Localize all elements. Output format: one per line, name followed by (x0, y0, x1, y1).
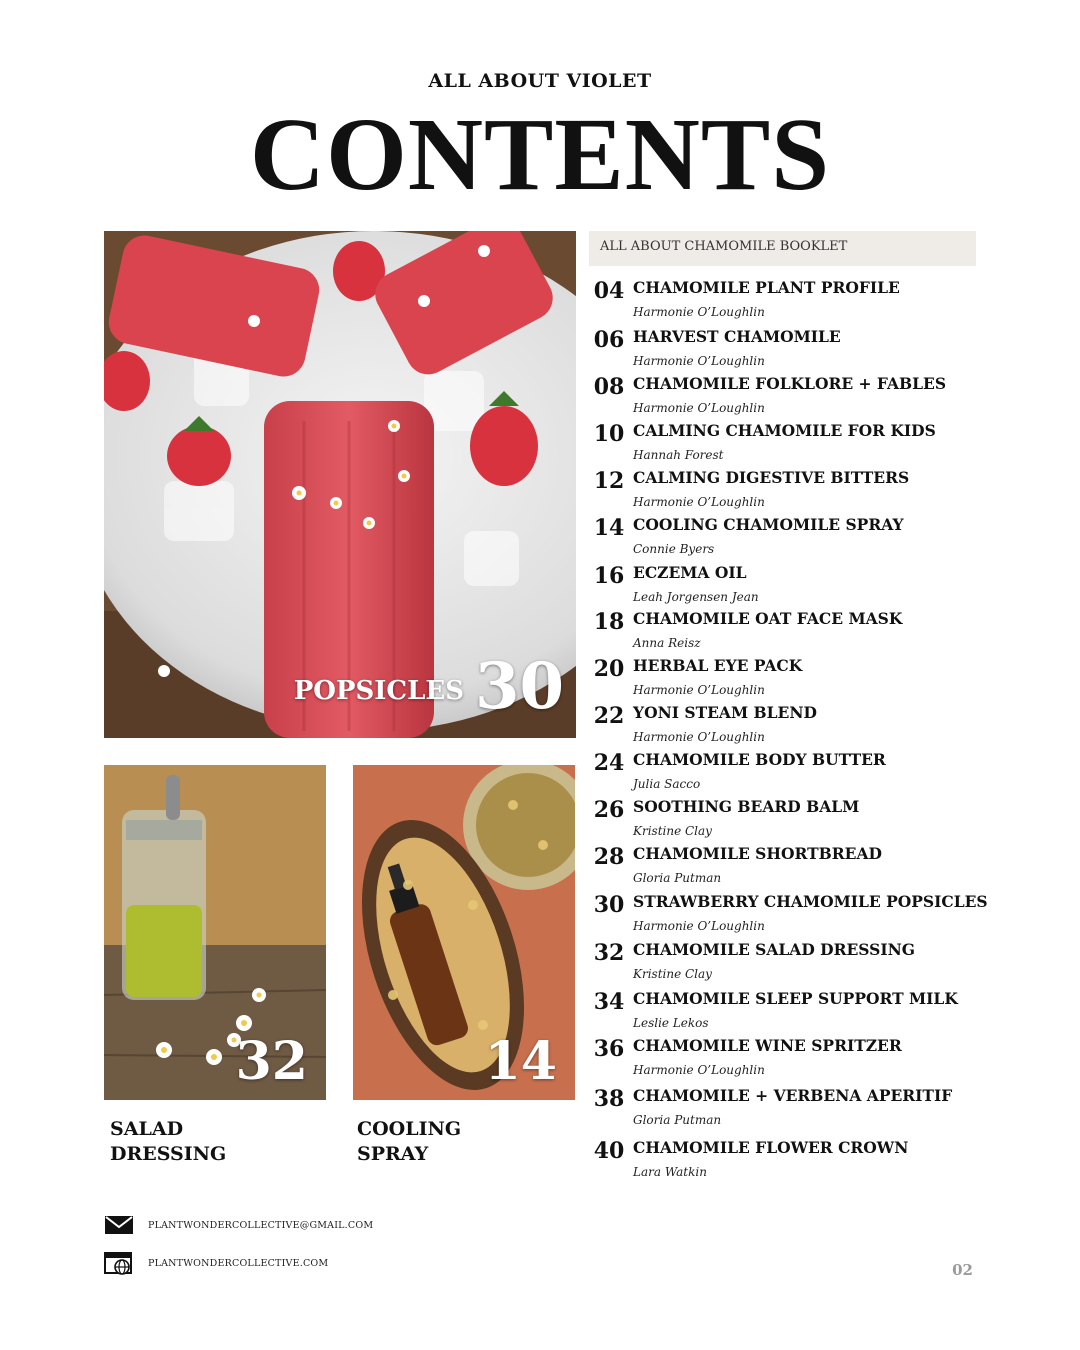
toc-page-number: 18 (593, 609, 625, 635)
email-contact[interactable] (104, 1214, 373, 1236)
toc-author: Leah Jorgensen Jean (633, 590, 759, 604)
toc-title: CHAMOMILE FOLKLORE + FABLES (633, 374, 947, 393)
toc-title: YONI STEAM BLEND (633, 703, 817, 722)
toc-page-number: 32 (593, 940, 625, 966)
toc-page-number: 16 (593, 563, 625, 589)
toc-entry[interactable] (589, 272, 989, 320)
toc-author: Harmonie O’Loughlin (633, 730, 765, 744)
toc-title: CHAMOMILE WINE SPRITZER (633, 1036, 902, 1055)
toc-title: HARVEST CHAMOMILE (633, 327, 841, 346)
cooling-spray-photo[interactable] (353, 765, 575, 1100)
toc-page-number: 08 (593, 374, 625, 400)
toc-page-number: 38 (593, 1086, 625, 1112)
envelope-icon (104, 1214, 134, 1236)
toc-page-number: 36 (593, 1036, 625, 1062)
toc-entry[interactable] (589, 415, 989, 463)
toc-author: Anna Reisz (633, 636, 701, 650)
spray-caption-line1: COOLING (357, 1118, 462, 1140)
globe-browser-icon (104, 1252, 134, 1274)
toc-author: Harmonie O’Loughlin (633, 401, 765, 415)
toc-author: Kristine Clay (633, 967, 712, 981)
website-url[interactable]: PLANTWONDERCOLLECTIVE.COM (148, 1257, 329, 1269)
toc-title: SOOTHING BEARD BALM (633, 797, 860, 816)
toc-author: Kristine Clay (633, 824, 712, 838)
salad-dressing-page-number: 32 (235, 1031, 308, 1092)
toc-title: CHAMOMILE FLOWER CROWN (633, 1138, 909, 1157)
page-title: CONTENTS (249, 97, 831, 212)
toc-title: CHAMOMILE OAT FACE MASK (633, 609, 903, 628)
toc-page-number: 20 (593, 656, 625, 682)
salad-caption-line2: DRESSING (110, 1143, 227, 1165)
toc-title: COOLING CHAMOMILE SPRAY (633, 515, 904, 534)
toc-title: CHAMOMILE SLEEP SUPPORT MILK (633, 989, 958, 1008)
toc-author: Harmonie O’Loughlin (633, 305, 765, 319)
toc-entry[interactable] (589, 934, 989, 982)
popsicles-photo[interactable] (104, 231, 576, 738)
toc-author: Harmonie O’Loughlin (633, 683, 765, 697)
salad-caption-line1: SALAD (110, 1118, 184, 1140)
toc-title: CHAMOMILE SHORTBREAD (633, 844, 882, 863)
toc-author: Hannah Forest (633, 448, 724, 462)
toc-entry[interactable] (589, 791, 989, 839)
toc-author: Leslie Lekos (633, 1016, 709, 1030)
toc-entry[interactable] (589, 697, 989, 745)
spray-caption-line2: SPRAY (357, 1143, 429, 1165)
toc-title: HERBAL EYE PACK (633, 656, 803, 675)
page-kicker: ALL ABOUT VIOLET (428, 70, 652, 92)
toc-entry[interactable] (589, 886, 989, 934)
booklet-section-title: ALL ABOUT CHAMOMILE BOOKLET (589, 231, 976, 266)
popsicles-page-number: 30 (474, 649, 564, 724)
salad-dressing-photo[interactable] (104, 765, 326, 1100)
toc-page-number: 40 (593, 1138, 625, 1164)
toc-entry[interactable] (589, 1030, 989, 1078)
toc-title: CHAMOMILE SALAD DRESSING (633, 940, 916, 959)
toc-page-number: 28 (593, 844, 625, 870)
toc-author: Harmonie O’Loughlin (633, 919, 765, 933)
toc-page-number: 22 (593, 703, 625, 729)
toc-title: CHAMOMILE BODY BUTTER (633, 750, 886, 769)
toc-page-number: 06 (593, 327, 625, 353)
toc-author: Harmonie O’Loughlin (633, 495, 765, 509)
popsicles-label: POPSICLES (293, 676, 464, 706)
email-address[interactable]: PLANTWONDERCOLLECTIVE@GMAIL.COM (148, 1219, 374, 1231)
toc-entry[interactable] (589, 983, 989, 1031)
cooling-spray-page-number: 14 (484, 1031, 557, 1092)
toc-page-number: 26 (593, 797, 625, 823)
toc-entry[interactable] (589, 1080, 989, 1128)
website-contact[interactable] (104, 1252, 328, 1274)
toc-author: Harmonie O’Loughlin (633, 1063, 765, 1077)
toc-entry[interactable] (589, 557, 989, 605)
toc-page-number: 14 (593, 515, 625, 541)
toc-entry[interactable] (589, 462, 989, 510)
toc-entry[interactable] (589, 509, 989, 557)
toc-title: CALMING DIGESTIVE BITTERS (633, 468, 910, 487)
toc-page-number: 24 (593, 750, 625, 776)
page-number: 02 (952, 1261, 973, 1279)
toc-page-number: 34 (593, 989, 625, 1015)
toc-page-number: 12 (593, 468, 625, 494)
toc-entry[interactable] (589, 368, 989, 416)
toc-author: Harmonie O’Loughlin (633, 354, 765, 368)
toc-author: Julia Sacco (633, 777, 701, 791)
toc-page-number: 04 (593, 278, 625, 304)
toc-title: CALMING CHAMOMILE FOR KIDS (633, 421, 936, 440)
toc-author: Lara Watkin (633, 1165, 707, 1179)
toc-entry[interactable] (589, 744, 989, 792)
toc-page-number: 10 (593, 421, 625, 447)
toc-title: ECZEMA OIL (633, 563, 747, 582)
toc-entry[interactable] (589, 321, 989, 369)
toc-author: Gloria Putman (633, 1113, 722, 1127)
toc-author: Gloria Putman (633, 871, 722, 885)
toc-author: Connie Byers (633, 542, 715, 556)
toc-entry[interactable] (589, 1132, 989, 1180)
toc-entry[interactable] (589, 838, 989, 886)
toc-entry[interactable] (589, 603, 989, 651)
salad-dressing-caption[interactable] (110, 1117, 310, 1167)
cooling-spray-caption[interactable] (357, 1117, 557, 1167)
toc-title: CHAMOMILE + VERBENA APERITIF (633, 1086, 953, 1105)
toc-title: STRAWBERRY CHAMOMILE POPSICLES (633, 892, 988, 911)
toc-entry[interactable] (589, 650, 989, 698)
toc-page-number: 30 (593, 892, 625, 918)
toc-title: CHAMOMILE PLANT PROFILE (633, 278, 900, 297)
